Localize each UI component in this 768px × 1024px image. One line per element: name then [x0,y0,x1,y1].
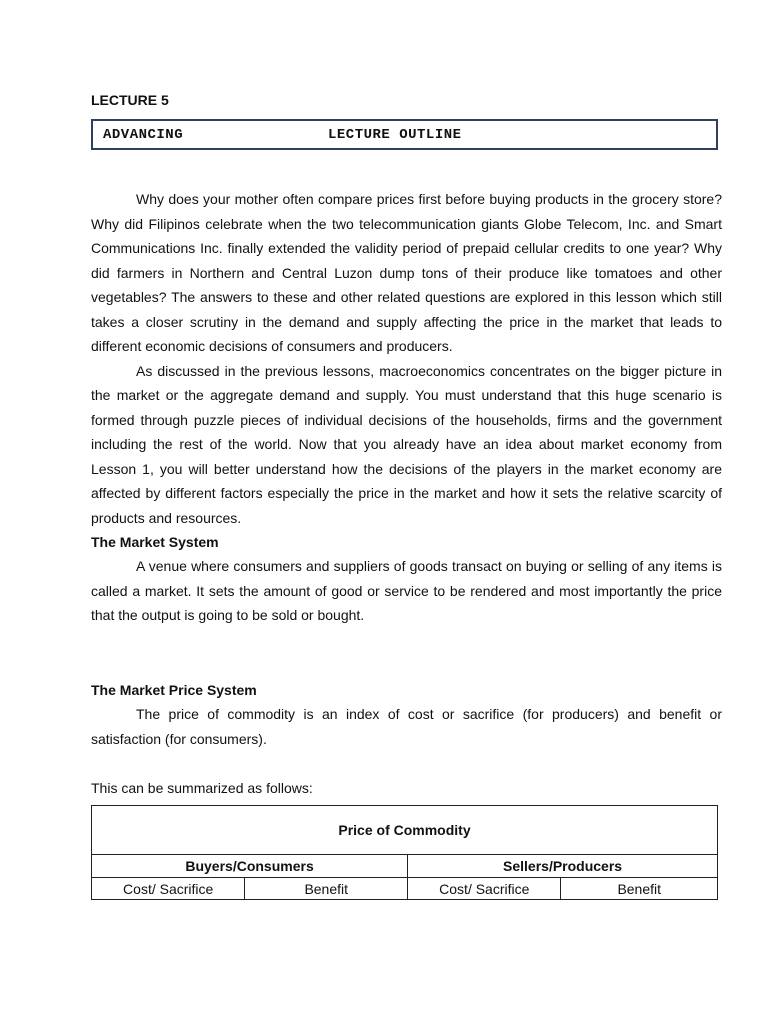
market-price-system-section [91,702,722,751]
lecture-label: LECTURE 5 [91,92,169,108]
outline-box-title: LECTURE OUTLINE [328,127,462,143]
table-col-sellers-cost: Cost/ Sacrifice [408,878,561,900]
table-col-sellers-benefit: Benefit [561,878,718,900]
intro-paragraph-1: Why does your mother often compare prices first before buying products in the grocery store? Why did Filipinos celebrate when the two telecommunication giants Globe Telecom, Inc. and Smart Communications Inc. finally extended the validity period of prepaid cellular credits to one year? Why did farmers in Northern and Central Luzon dump tons of their produce like tomatoes and other vegetables? The answers to these and other related questions are explored in this lesson which still takes a closer scrutiny in the demand and supply affecting the price in the market that leads to different economic decisions of consumers and producers. [91,191,722,354]
market-price-system-paragraph: The price of commodity is an index of cost or sacrifice (for producers) and benefit or satisfaction (for consumers). [91,706,722,747]
outline-box-left-text: ADVANCING [103,127,184,143]
market-price-system-heading: The Market Price System [91,682,257,698]
table-title: Price of Commodity [92,806,718,855]
table-group-sellers: Sellers/Producers [408,855,718,878]
market-system-paragraph: A venue where consumers and suppliers of goods transact on buying or selling of any items is called a market. It sets the amount of good or service to be rendered and most importantly the price that the output is going to be sold or bought. [91,558,722,623]
table-col-buyers-benefit: Benefit [245,878,408,900]
lecture-outline-box [91,119,718,150]
summary-intro: This can be summarized as follows: [91,780,313,796]
price-of-commodity-table [91,805,718,900]
market-system-section [91,554,722,628]
table-col-buyers-cost: Cost/ Sacrifice [92,878,245,900]
intro-paragraph-2: As discussed in the previous lessons, macroeconomics concentrates on the bigger picture in the market or the aggregate demand and supply. You must understand that this huge scenario is formed through puzzle pieces of individual decisions of the households, firms and the government including the rest of the world. Now that you already have an idea about market economy from Lesson 1, you will better understand how the decisions of the players in the market economy are affected by different factors especially the price in the market and how it sets the relative scarcity of products and resources. [91,362,722,526]
table-group-buyers: Buyers/Consumers [92,855,408,878]
market-system-heading: The Market System [91,534,219,550]
intro-section [91,187,722,530]
